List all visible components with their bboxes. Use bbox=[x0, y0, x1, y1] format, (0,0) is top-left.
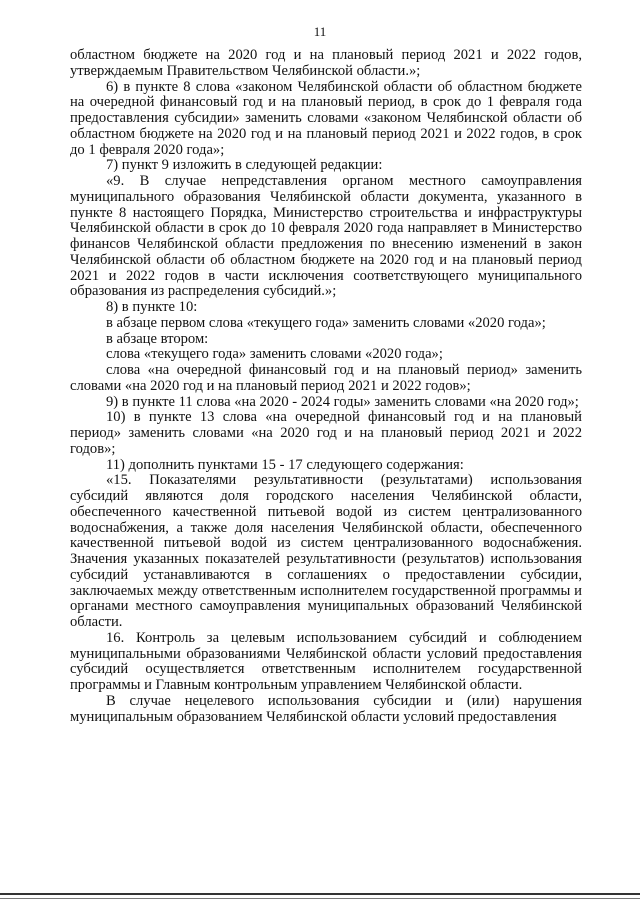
paragraph: в абзаце втором: bbox=[106, 330, 209, 347]
paragraph: «15. Показателями результативности (результатами) использования субсидий являются доля городского населения Челябинской области, обеспеченного качественной питьевой водой из систем централизованного водоснабжения, а также доля населения Челябинской области, обеспеченного качественной питьевой водой из систем централизованного водоснабжения. Значения указанных показателей результативности (результатов) использования субсидий устанавливаются в соглашениях о предоставлении субсидии, заключаемых между ответственным исполнителем государственной программы и органами местного самоуправления муниципальных образований Челябинской области. bbox=[70, 472, 582, 630]
paragraph: слова «текущего года» заменить словами «2020 года»; bbox=[106, 346, 443, 363]
page-number: 11 bbox=[313, 24, 327, 39]
paragraph: «9. В случае непредставления органом местного самоуправления муниципального образования Челябинской области документа, указанного в пункте 8 настоящего Порядка, Министерство строительства и инфраструктуры Челябинской области в срок до 10 февраля 2020 года направляет в Министерство финансов Челябинской области предложения по внесению изменений в закон Челябинской области об областном бюджете на 2020 год и на плановый период 2021 и 2022 годов в части исключения соответствующего муниципального образования из распределения субсидий.»; bbox=[70, 173, 582, 300]
paragraph: 8) в пункте 10: bbox=[106, 299, 198, 315]
paragraph: областном бюджете на 2020 год и на плановый период 2021 и 2022 годов, утверждаемым Правительством Челябинской области.»; bbox=[70, 47, 582, 79]
document-body bbox=[70, 48, 582, 725]
paragraph: в абзаце первом слова «текущего года» заменить словами «2020 года»; bbox=[106, 314, 546, 331]
paragraph: В случае нецелевого использования субсидии и (или) нарушения муниципальным образованием Челябинской области условий предоставления bbox=[70, 692, 582, 725]
scan-edge-line bbox=[0, 893, 640, 895]
paragraph: 10) в пункте 13 слова «на очередной финансовый год и на плановый период» заменить словами «на 2020 год и на плановый период 2021 и 2022 годов»; bbox=[70, 409, 582, 457]
paragraph: слова «на очередной финансовый год и на плановый период» заменить словами «на 2020 год и на плановый период 2021 и 2022 годов»; bbox=[70, 362, 582, 394]
paragraph: 16. Контроль за целевым использованием субсидий и соблюдением муниципальными образованиями Челябинской области условий предоставления субсидий осуществляется ответственным исполнителем государственной программы и Главным контрольным управлением Челябинской области. bbox=[70, 629, 582, 693]
paragraph: 7) пункт 9 изложить в следующей редакции: bbox=[106, 157, 383, 174]
paragraph: 6) в пункте 8 слова «законом Челябинской области об областном бюджете на очередной финансовый год и на плановый период, в срок до 1 февраля года предоставления субсидии» заменить словами «законом Челябинской области об областном бюджете на 2020 год и на плановый период 2021 и 2022 годов, в срок до 1 февраля 2020 года»; bbox=[70, 78, 582, 158]
paragraph: 11) дополнить пунктами 15 - 17 следующего содержания: bbox=[106, 456, 464, 473]
paragraph: 9) в пункте 11 слова «на 2020 - 2024 годы» заменить словами «на 2020 год»; bbox=[106, 393, 579, 410]
scan-edge-line bbox=[0, 898, 640, 899]
